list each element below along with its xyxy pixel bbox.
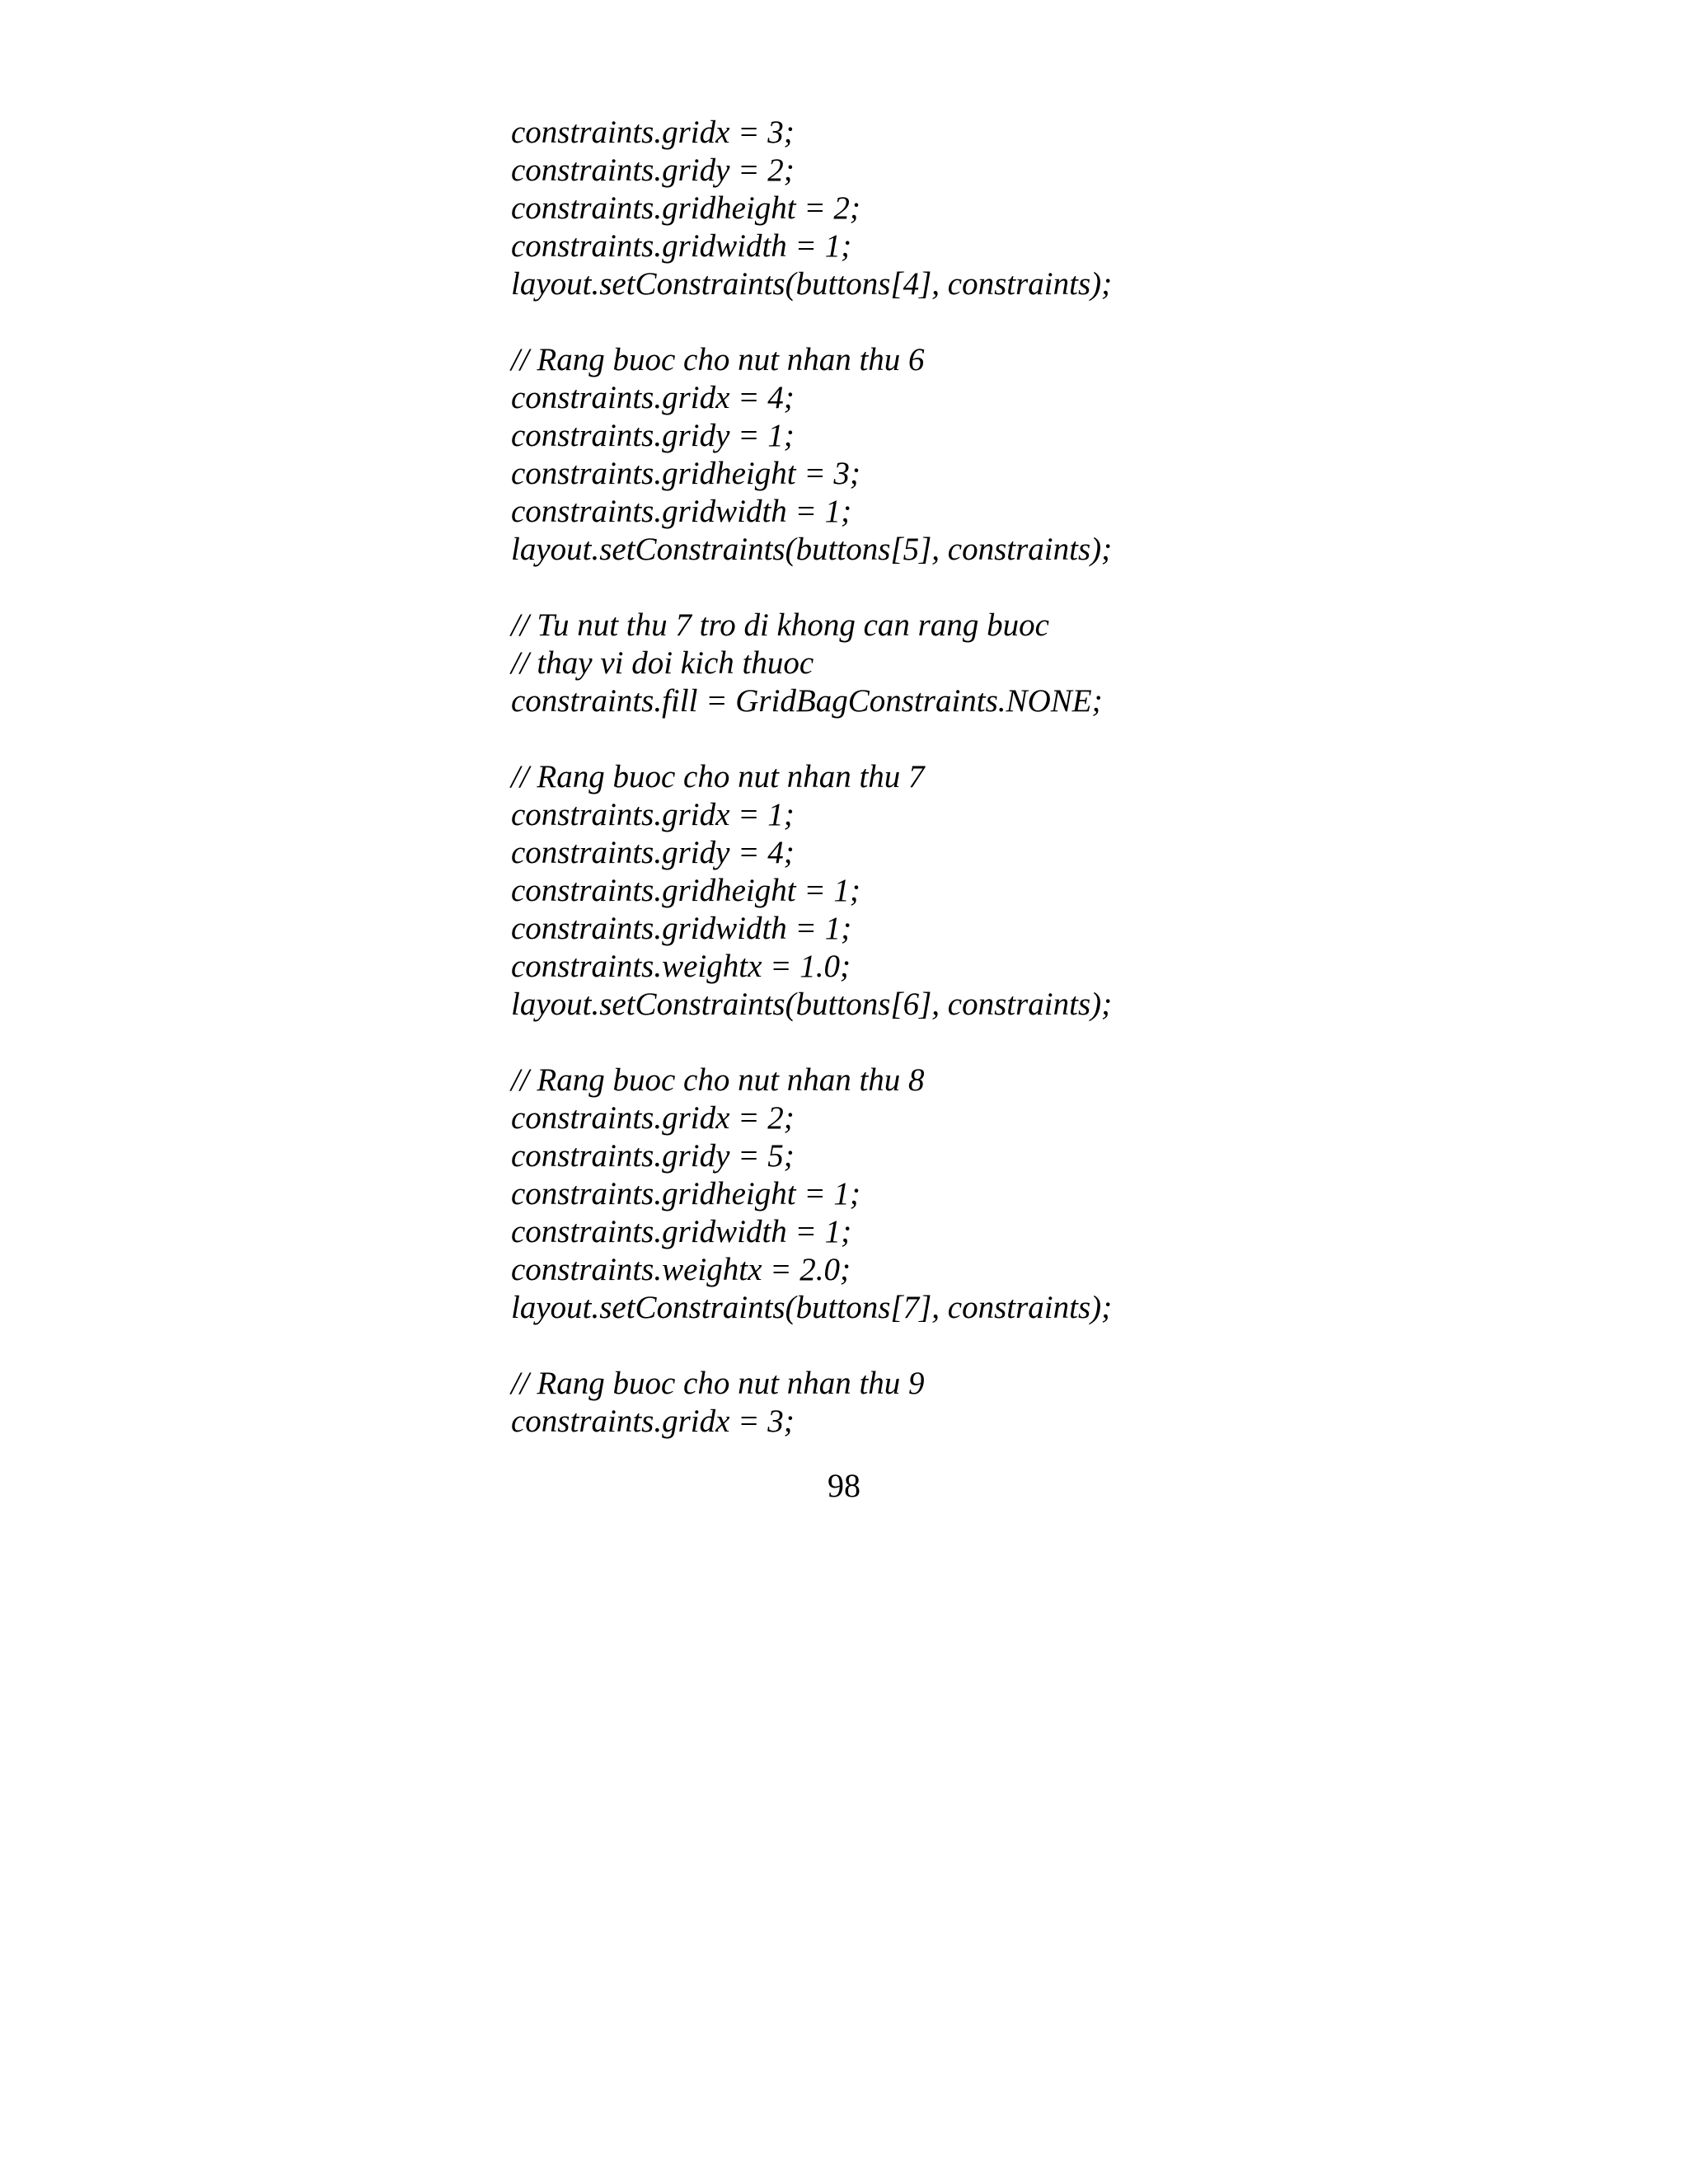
code-comment-line: // Rang buoc cho nut nhan thu 8 bbox=[511, 1062, 925, 1098]
blank-line bbox=[511, 1327, 1500, 1365]
code-comment-line: // Rang buoc cho nut nhan thu 6 bbox=[511, 342, 925, 377]
code-line: layout.setConstraints(buttons[4], constraints); bbox=[511, 266, 1113, 302]
code-comment-line: // thay vi doi kich thuoc bbox=[511, 645, 814, 681]
code-line: constraints.gridx = 2; bbox=[511, 1100, 795, 1136]
blank-line bbox=[511, 1024, 1500, 1062]
code-line: layout.setConstraints(buttons[7], constraints); bbox=[511, 1290, 1113, 1325]
code-line: constraints.gridheight = 1; bbox=[511, 1176, 860, 1212]
code-line: constraints.gridx = 3; bbox=[511, 1404, 795, 1439]
code-line: layout.setConstraints(buttons[5], constraints); bbox=[511, 532, 1113, 567]
blank-line bbox=[511, 569, 1500, 607]
code-line: constraints.weightx = 1.0; bbox=[511, 949, 851, 984]
code-comment-line: // Tu nut thu 7 tro di khong can rang buoc bbox=[511, 607, 1049, 643]
code-comment-line: // Rang buoc cho nut nhan thu 9 bbox=[511, 1366, 925, 1401]
code-line: constraints.gridy = 5; bbox=[511, 1138, 795, 1174]
code-line: constraints.weightx = 2.0; bbox=[511, 1252, 851, 1287]
code-line: constraints.gridy = 4; bbox=[511, 835, 795, 870]
blank-line bbox=[511, 720, 1500, 758]
code-line: constraints.gridwidth = 1; bbox=[511, 494, 852, 529]
page-number: 98 bbox=[828, 1467, 860, 1504]
code-line: constraints.gridy = 2; bbox=[511, 152, 795, 188]
code-line: constraints.gridwidth = 1; bbox=[511, 911, 852, 946]
code-line: constraints.gridx = 4; bbox=[511, 380, 795, 415]
code-listing bbox=[511, 114, 1500, 1441]
code-line: constraints.gridwidth = 1; bbox=[511, 228, 852, 264]
code-line: constraints.gridheight = 2; bbox=[511, 190, 860, 226]
code-line: constraints.gridwidth = 1; bbox=[511, 1214, 852, 1249]
code-line: constraints.gridheight = 3; bbox=[511, 456, 860, 491]
code-line: constraints.gridheight = 1; bbox=[511, 873, 860, 908]
code-line: constraints.gridx = 3; bbox=[511, 115, 795, 150]
code-line: constraints.gridx = 1; bbox=[511, 797, 795, 832]
code-line: constraints.gridy = 1; bbox=[511, 418, 795, 453]
code-comment-line: // Rang buoc cho nut nhan thu 7 bbox=[511, 759, 925, 794]
code-line: constraints.fill = GridBagConstraints.NONE; bbox=[511, 683, 1103, 719]
code-line: layout.setConstraints(buttons[6], constraints); bbox=[511, 987, 1113, 1022]
blank-line bbox=[511, 303, 1500, 341]
